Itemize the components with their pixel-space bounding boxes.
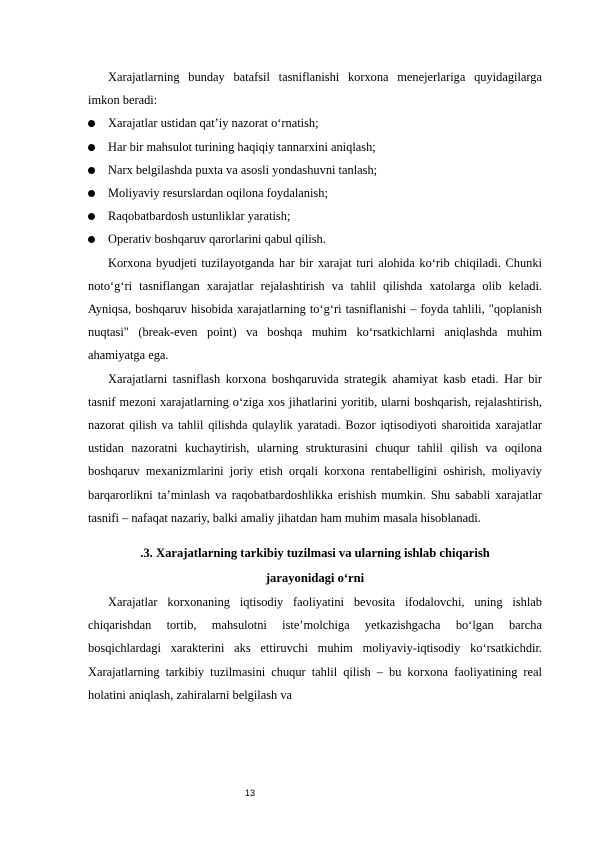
intro-paragraph: Xarajatlarning bunday batafsil tasniflanishi korxona menejerlariga quyidagilarga imkon beradi: [88, 70, 542, 108]
list-item [88, 182, 542, 205]
bullet-list [88, 112, 542, 251]
list-item-text: Moliyaviy resurslardan oqilona foydalanish; [108, 186, 328, 201]
bullet-icon [88, 236, 95, 243]
document-page [88, 66, 542, 707]
bullet-icon [88, 120, 95, 127]
list-item-text: Narx belgilashda puxta va asosli yondashuvni tanlash; [108, 162, 378, 177]
body-paragraph-2: Xarajatlarni tasniflash korxona boshqaruvida strategik ahamiyat kasb etadi. Har bir tasnif mezoni xarajatlarning o‘ziga xos jihatlarini yoritib, ularni boshqarish, rejalashtirish, nazorat qilish va tahlil qilishda qulaylik yaratadi. Bozor iqtisodiyoti sharoitida xarajatlar ustidan nazoratni kuchaytirish, ularning strukturasini chuqur tahlil qilish va oqilona boshqaruv mexanizmlarini joriy etish orqali korxona rentabelligini oshirish, moliyaviy barqarorlikni ta’minlash va raqobatbardoshlikka erishish mumkin. Shu sababli xarajatlar tasnifi – nafaqat nazariy, balki amaliy jihatdan ham muhim masala hisoblanadi. [88, 371, 542, 525]
list-item-text: Operativ boshqaruv qarorlarini qabul qilish. [108, 232, 326, 247]
section-heading-line-2: jarayonidagi o‘rni [265, 571, 365, 586]
list-item [88, 159, 542, 182]
list-item [88, 205, 542, 228]
list-item [88, 136, 542, 159]
bullet-icon [88, 167, 95, 174]
list-item [88, 228, 542, 251]
list-item-text: Xarajatlar ustidan qat’iy nazorat o‘rnatish; [108, 116, 319, 131]
bullet-icon [88, 144, 95, 151]
section-heading [88, 541, 542, 591]
list-item-text: Raqobatbardosh ustunliklar yaratish; [108, 209, 291, 224]
section-heading-line-1: .3. Xarajatlarning tarkibiy tuzilmasi va ularning ishlab chiqarish [140, 546, 490, 561]
list-item-text: Har bir mahsulot turining haqiqiy tannarxini aniqlash; [108, 139, 376, 154]
bullet-icon [88, 213, 95, 220]
body-paragraph-1: Korxona byudjeti tuzilayotganda har bir xarajat turi alohida ko‘rib chiqiladi. Chunki noto‘g‘ri tasniflangan xarajatlar rejalashtirish va tahlil qilishda xatolarga olib keladi. Ayniqsa, boshqaruv hisobida xarajatlarning to‘g‘ri tasniflanishi – foyda tahlili, "qoplanish nuqtasi" (break-even point) va boshqa muhim ko‘rsatkichlarni aniqlashda muhim ahamiyatga ega. [88, 255, 542, 363]
page-number: 13 [245, 788, 256, 798]
bullet-icon [88, 190, 95, 197]
list-item [88, 112, 542, 135]
body-paragraph-3: Xarajatlar korxonaning iqtisodiy faoliyatini bevosita ifodalovchi, uning ishlab chiqarishdan tortib, mahsulotni iste’molchiga yetkazishgacha bo‘lgan barcha bosqichlardagi xarakterini aks ettiruvchi muhim moliyaviy-iqtisodiy ko‘rsatkichdir. Xarajatlarning tarkibiy tuzilmasini chuqur tahlil qilish – bu korxona faoliyatining real holatini aniqlash, zahiralarni belgilash va [88, 595, 542, 702]
